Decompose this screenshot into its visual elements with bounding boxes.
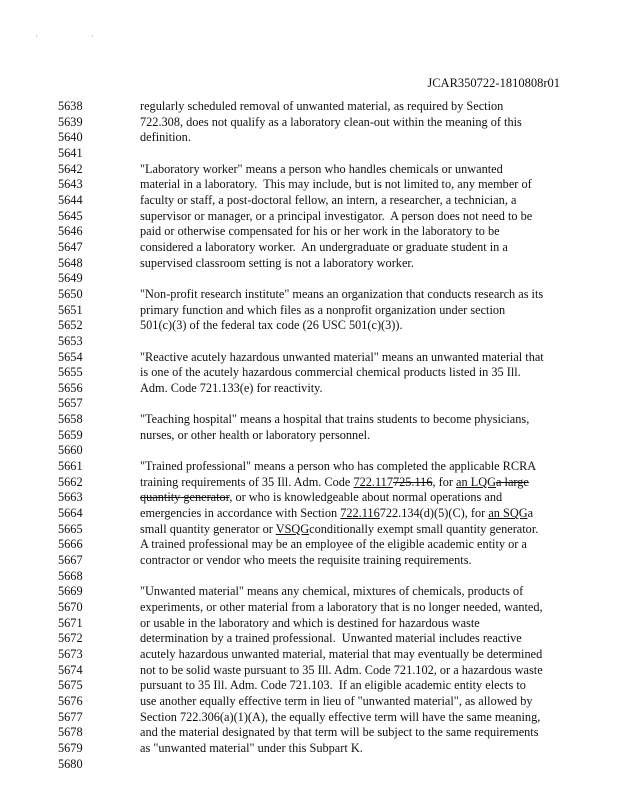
line-number: 5640 bbox=[58, 130, 83, 145]
line-number: 5638 bbox=[58, 99, 83, 113]
line-text bbox=[140, 741, 363, 757]
line-number: 5650 bbox=[58, 286, 83, 301]
line-text bbox=[140, 600, 543, 616]
document-line bbox=[0, 600, 618, 616]
line-text bbox=[140, 616, 480, 632]
document-line bbox=[0, 99, 618, 115]
document-line bbox=[0, 569, 618, 585]
text-segment: or usable in the laboratory and which is destined for hazardous waste bbox=[140, 615, 480, 630]
line-number: 5647 bbox=[58, 239, 83, 254]
inserted-text: 722.117 bbox=[353, 474, 393, 489]
line-text bbox=[140, 631, 522, 647]
text-segment: a bbox=[527, 506, 534, 521]
deleted-text: quantity generator bbox=[140, 490, 230, 505]
line-text bbox=[140, 381, 323, 397]
document-line bbox=[0, 537, 618, 553]
line-number: 5651 bbox=[58, 302, 83, 317]
line-number: 5646 bbox=[58, 224, 83, 239]
line-text bbox=[140, 99, 503, 115]
line-number: 5645 bbox=[58, 208, 83, 223]
line-number: 5649 bbox=[58, 271, 83, 286]
line-number: 5648 bbox=[58, 255, 83, 270]
document-line bbox=[0, 694, 618, 710]
document-line bbox=[0, 663, 618, 679]
text-segment: supervisor or manager, or a principal investigator. A person does not need to be bbox=[140, 208, 533, 223]
line-number: 5667 bbox=[58, 553, 83, 568]
line-text bbox=[140, 663, 543, 679]
document-line bbox=[0, 490, 618, 506]
line-text bbox=[140, 710, 540, 726]
document-line bbox=[0, 177, 618, 193]
line-text bbox=[140, 553, 472, 569]
deleted-text: a large bbox=[496, 474, 529, 489]
text-segment: considered a laboratory worker. An undergraduate or graduate student in a bbox=[140, 239, 508, 254]
inserted-text: an SQG bbox=[488, 506, 528, 521]
document-line bbox=[0, 162, 618, 178]
line-text bbox=[140, 537, 527, 553]
text-segment: definition. bbox=[140, 130, 191, 145]
document-line bbox=[0, 381, 618, 397]
text-segment: primary function and which files as a nonprofit organization under section bbox=[140, 302, 506, 317]
text-segment: "Unwanted material" means any chemical, mixtures of chemicals, products of bbox=[140, 584, 524, 599]
line-text bbox=[140, 318, 403, 334]
line-number: 5664 bbox=[58, 506, 83, 521]
line-number: 5674 bbox=[58, 662, 83, 677]
text-segment: is one of the acutely hazardous commercial chemical products listed in 35 Ill. bbox=[140, 365, 521, 380]
text-segment: small quantity generator or bbox=[140, 521, 276, 536]
text-segment: supervised classroom setting is not a laboratory worker. bbox=[140, 255, 414, 270]
text-segment: emergencies in accordance with Section bbox=[140, 506, 341, 521]
line-number: 5662 bbox=[58, 474, 83, 489]
line-number: 5644 bbox=[58, 192, 83, 207]
text-segment: "Trained professional" means a person who has completed the applicable RCRA bbox=[140, 459, 537, 474]
line-number: 5653 bbox=[58, 333, 83, 348]
document-line bbox=[0, 616, 618, 632]
text-segment: nurses, or other health or laboratory personnel. bbox=[140, 427, 371, 442]
deleted-text: 725.116 bbox=[392, 474, 433, 489]
document-line bbox=[0, 287, 618, 303]
line-number: 5678 bbox=[58, 725, 83, 740]
document-line bbox=[0, 209, 618, 225]
text-segment: "Teaching hospital" means a hospital that trains students to become physicians, bbox=[140, 412, 530, 427]
text-segment: "Reactive acutely hazardous unwanted material" means an unwanted material that bbox=[140, 349, 544, 364]
line-text bbox=[140, 459, 536, 475]
document-line bbox=[0, 350, 618, 366]
document-line bbox=[0, 334, 618, 350]
text-segment: , for bbox=[432, 474, 457, 489]
document-line bbox=[0, 240, 618, 256]
document-line bbox=[0, 271, 618, 287]
text-segment: material in a laboratory. This may include, but is not limited to, any member of bbox=[140, 177, 532, 192]
text-segment: pursuant to 35 Ill. Adm. Code 721.103. If an eligible academic entity elects to bbox=[140, 678, 526, 693]
document-line bbox=[0, 303, 618, 319]
document-line bbox=[0, 741, 618, 757]
line-number: 5668 bbox=[58, 568, 83, 583]
document-line bbox=[0, 631, 618, 647]
line-number: 5657 bbox=[58, 396, 83, 411]
line-text bbox=[140, 256, 414, 272]
line-number: 5673 bbox=[58, 646, 83, 661]
line-text bbox=[140, 725, 539, 741]
line-number: 5676 bbox=[58, 693, 83, 708]
line-text bbox=[140, 506, 533, 522]
text-segment: acutely hazardous unwanted material, material that may eventually be determined bbox=[140, 646, 543, 661]
text-segment: , or who is knowledgeable about normal operations and bbox=[229, 490, 503, 505]
scan-marks: ' ' bbox=[36, 34, 119, 43]
document-line bbox=[0, 475, 618, 491]
line-text bbox=[140, 162, 503, 178]
document-line bbox=[0, 428, 618, 444]
line-text bbox=[140, 490, 502, 506]
line-text bbox=[140, 224, 500, 240]
line-text bbox=[140, 209, 532, 225]
line-number: 5643 bbox=[58, 177, 83, 192]
text-segment: training requirements of 35 Ill. Adm. Code bbox=[140, 474, 354, 489]
line-text bbox=[140, 694, 533, 710]
document-line bbox=[0, 678, 618, 694]
line-text bbox=[140, 350, 544, 366]
line-text bbox=[140, 177, 532, 193]
document-body bbox=[0, 99, 618, 772]
document-line bbox=[0, 115, 618, 131]
line-text bbox=[140, 522, 538, 538]
line-text bbox=[140, 365, 521, 381]
line-text bbox=[140, 287, 543, 303]
line-text bbox=[140, 428, 370, 444]
line-number: 5660 bbox=[58, 443, 83, 458]
line-number: 5679 bbox=[58, 740, 83, 755]
text-segment: determination by a trained professional. Unwanted material includes reactive bbox=[140, 631, 522, 646]
document-line bbox=[0, 224, 618, 240]
text-segment: A trained professional may be an employee of the eligible academic entity or a bbox=[140, 537, 527, 552]
line-number: 5663 bbox=[58, 490, 83, 505]
document-line bbox=[0, 584, 618, 600]
text-segment: use another equally effective term in lieu of "unwanted material", as allowed by bbox=[140, 693, 533, 708]
document-line bbox=[0, 146, 618, 162]
line-number: 5672 bbox=[58, 631, 83, 646]
text-segment: Section 722.306(a)(1)(A), the equally effective term will have the same meaning, bbox=[140, 709, 541, 724]
line-number: 5654 bbox=[58, 349, 83, 364]
document-line bbox=[0, 318, 618, 334]
document-line bbox=[0, 506, 618, 522]
line-text bbox=[140, 475, 529, 491]
line-text bbox=[140, 303, 505, 319]
document-line bbox=[0, 522, 618, 538]
text-segment: experiments, or other material from a laboratory that is no longer needed, wanted, bbox=[140, 600, 543, 614]
line-number: 5671 bbox=[58, 615, 83, 630]
text-segment: and the material designated by that term will be subject to the same requirements bbox=[140, 725, 539, 740]
document-line bbox=[0, 396, 618, 412]
line-text bbox=[140, 412, 529, 428]
line-text bbox=[140, 678, 526, 694]
text-segment: 722.134(d)(5)(C), for bbox=[379, 506, 489, 521]
line-number: 5659 bbox=[58, 427, 83, 442]
document-id: JCAR350722-1810808r01 bbox=[427, 76, 560, 90]
document-line bbox=[0, 130, 618, 146]
line-text bbox=[140, 193, 516, 209]
document-line bbox=[0, 412, 618, 428]
text-segment: paid or otherwise compensated for his or her work in the laboratory to be bbox=[140, 224, 500, 239]
text-segment: as "unwanted material" under this Subpart K. bbox=[140, 740, 363, 755]
line-number: 5665 bbox=[58, 521, 83, 536]
line-number: 5652 bbox=[58, 318, 83, 333]
line-number: 5656 bbox=[58, 380, 83, 395]
text-segment: regularly scheduled removal of unwanted material, as required by Section bbox=[140, 99, 504, 113]
line-text bbox=[140, 584, 523, 600]
line-number: 5661 bbox=[58, 459, 83, 474]
document-line bbox=[0, 757, 618, 773]
line-number: 5669 bbox=[58, 584, 83, 599]
document-line bbox=[0, 459, 618, 475]
document-line bbox=[0, 725, 618, 741]
text-segment: not to be solid waste pursuant to 35 Ill. Adm. Code 721.102, or a hazardous waste bbox=[140, 662, 543, 677]
text-segment: conditionally exempt small quantity generator. bbox=[309, 521, 539, 536]
line-number: 5680 bbox=[58, 756, 83, 771]
document-line bbox=[0, 553, 618, 569]
line-number: 5641 bbox=[58, 145, 83, 160]
inserted-text: VSQG bbox=[275, 521, 310, 536]
text-segment: "Laboratory worker" means a person who handles chemicals or unwanted bbox=[140, 161, 503, 176]
line-text bbox=[140, 240, 508, 256]
line-text bbox=[140, 130, 191, 146]
document-line bbox=[0, 710, 618, 726]
document-line bbox=[0, 256, 618, 272]
line-text bbox=[140, 115, 522, 131]
text-segment: 501(c)(3) of the federal tax code (26 USC 501(c)(3)). bbox=[140, 318, 403, 333]
text-segment: contractor or vendor who meets the requisite training requirements. bbox=[140, 553, 472, 568]
text-segment: faculty or staff, a post-doctoral fellow, an intern, a researcher, a technician, a bbox=[140, 192, 517, 207]
inserted-text: an LQG bbox=[456, 474, 496, 489]
text-segment: Adm. Code 721.133(e) for reactivity. bbox=[140, 380, 323, 395]
line-number: 5677 bbox=[58, 709, 83, 724]
text-segment: "Non-profit research institute" means an organization that conducts research as its bbox=[140, 286, 544, 301]
document-line bbox=[0, 193, 618, 209]
line-number: 5642 bbox=[58, 161, 83, 176]
document-line bbox=[0, 365, 618, 381]
text-segment: 722.308, does not qualify as a laboratory clean-out within the meaning of this bbox=[140, 114, 522, 129]
line-number: 5670 bbox=[58, 600, 83, 614]
document-line bbox=[0, 443, 618, 459]
line-number: 5675 bbox=[58, 678, 83, 693]
document-line bbox=[0, 647, 618, 663]
inserted-text: 722.116 bbox=[340, 506, 380, 521]
line-number: 5666 bbox=[58, 537, 83, 552]
line-number: 5655 bbox=[58, 365, 83, 380]
line-number: 5639 bbox=[58, 114, 83, 129]
line-number: 5658 bbox=[58, 412, 83, 427]
line-text bbox=[140, 647, 542, 663]
